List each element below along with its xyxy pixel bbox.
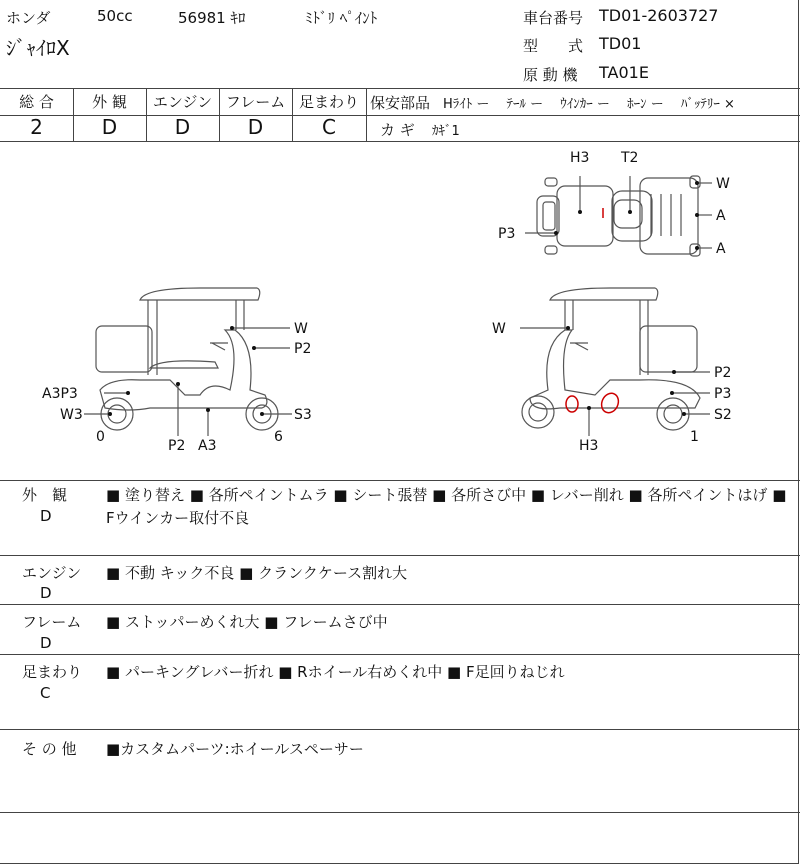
scooter-diagram xyxy=(0,142,800,480)
label-right-s2: S2 xyxy=(714,407,732,423)
label-top-w: W xyxy=(716,176,730,192)
note-text-suspension: ■ パーキングレバー折れ ■ Rホイール右めくれ中 ■ F足回りねじれ xyxy=(106,663,565,681)
grid-line xyxy=(366,88,367,141)
key-label: カ ギ xyxy=(380,121,415,139)
grid-line xyxy=(0,654,800,655)
label-left-w: W xyxy=(294,321,308,337)
label-left-s3: S3 xyxy=(294,407,312,423)
label-left-a3p3: A3P3 xyxy=(42,386,78,402)
safety-parts-items: Hﾗｲﾄ ー ﾃｰﾙ ー ｳｲﾝｶｰ ー ﾎｰﾝ ー ﾊﾞｯﾃﾘｰ × xyxy=(443,97,735,112)
grid-line xyxy=(0,480,800,481)
scooter-top-view xyxy=(525,176,712,256)
note-label-exterior: 外 観 xyxy=(22,486,68,504)
label-left-p2: P2 xyxy=(294,341,312,357)
scooter-right-view xyxy=(520,288,710,436)
grade-header-exterior: 外 観 xyxy=(92,93,127,111)
engine-label: 原 動 機 xyxy=(523,66,578,84)
model-name: ｼﾞｬｲﾛX xyxy=(6,36,70,60)
note-text-other: ■カスタムパーツ:ホイールスペーサー xyxy=(106,740,364,758)
grid-line xyxy=(366,115,800,116)
label-right-w: W xyxy=(492,321,506,337)
color: ﾐﾄﾞﾘ ﾍﾟｲﾝﾄ xyxy=(305,9,378,27)
label-right-p3: P3 xyxy=(714,386,732,402)
note-grade-frame: D xyxy=(40,634,52,652)
grid-line xyxy=(0,88,800,89)
note-label-frame: フレーム xyxy=(22,613,82,631)
type-value: TD01 xyxy=(599,34,642,53)
grid-line xyxy=(0,604,800,605)
label-left-w3: W3 xyxy=(60,407,83,423)
label-top-a2: A xyxy=(716,241,726,257)
type-label: 型 式 xyxy=(523,37,584,55)
displacement: 50cc xyxy=(97,7,133,25)
safety-parts-label: 保安部品 xyxy=(370,94,431,112)
grade-header-overall: 総 合 xyxy=(19,93,54,111)
maker: ホンダ xyxy=(6,9,51,27)
grid-line xyxy=(0,812,800,813)
key-value: ｶｷﾞ1 xyxy=(432,124,460,139)
grade-value-exterior: D xyxy=(101,115,118,139)
note-grade-engine: D xyxy=(40,584,52,602)
note-text-frame: ■ ストッパーめくれ大 ■ フレームさび中 xyxy=(106,613,388,631)
grade-value-engine: D xyxy=(174,115,191,139)
mileage: 56981 ｷﾛ xyxy=(178,9,246,27)
note-label-suspension: 足まわり xyxy=(22,663,83,681)
grade-value-frame: D xyxy=(247,115,264,139)
label-right-1: 1 xyxy=(690,429,699,445)
note-label-engine: エンジン xyxy=(22,564,82,582)
grid-line xyxy=(0,729,800,730)
label-left-a3: A3 xyxy=(198,438,217,454)
grade-value-suspension: C xyxy=(322,115,336,139)
grade-header-suspension: 足まわり xyxy=(298,93,359,111)
grade-header-engine: エンジン xyxy=(152,93,213,111)
grade-value-overall: 2 xyxy=(30,115,43,139)
grid-line xyxy=(0,555,800,556)
label-right-p2: P2 xyxy=(714,365,732,381)
label-left-p2b: P2 xyxy=(168,438,186,454)
engine-value: TA01E xyxy=(599,63,649,82)
label-left-0: 0 xyxy=(96,429,105,445)
note-grade-suspension: C xyxy=(40,684,51,702)
frame-number-label: 車台番号 xyxy=(523,9,584,27)
label-top-a1: A xyxy=(716,208,726,224)
label-top-h3: H3 xyxy=(570,150,590,166)
note-text-engine: ■ 不動 キック不良 ■ クランクケース割れ大 xyxy=(106,564,408,582)
note-grade-exterior: D xyxy=(40,507,52,525)
label-top-t2: T2 xyxy=(621,150,639,166)
label-top-p3: P3 xyxy=(498,226,516,242)
frame-number-value: TD01-2603727 xyxy=(599,6,719,25)
note-text-exterior: ■ 塗り替え ■ 各所ペイントムラ ■ シート張替 ■ 各所さび中 ■ レバー削れ ■ 各所ペイントはげ ■ xyxy=(106,486,787,504)
label-right-h3: H3 xyxy=(579,438,599,454)
note-label-other: そ の 他 xyxy=(22,740,77,758)
note-text-exterior-2: Fウインカー取付不良 xyxy=(106,509,250,527)
grade-header-frame: フレーム xyxy=(225,93,286,111)
label-left-6: 6 xyxy=(274,429,283,445)
